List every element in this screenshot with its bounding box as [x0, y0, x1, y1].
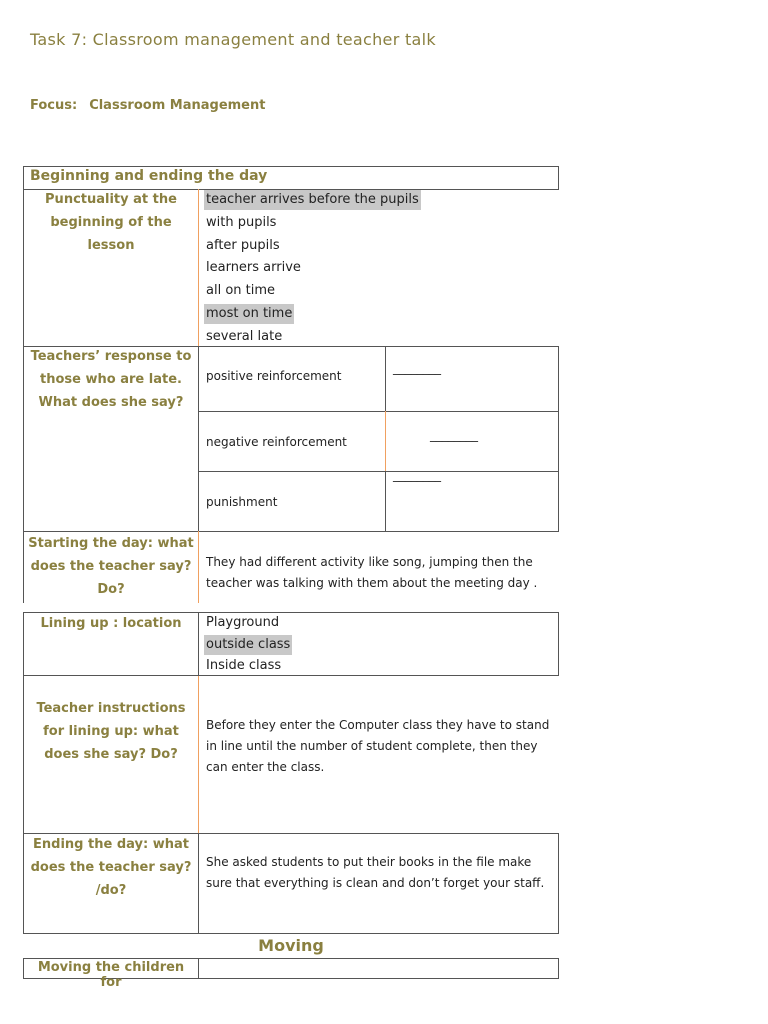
- option-item: all on time: [206, 283, 276, 299]
- option-item: learners arrive: [206, 260, 301, 276]
- ending-label: Ending the day: what does the teacher say? /do?: [30, 837, 192, 898]
- focus-label: Focus:: [30, 98, 78, 113]
- instructions-left-border: [23, 676, 24, 834]
- response-punishment: punishment: [206, 495, 278, 509]
- response-row-line-1: [198, 411, 559, 412]
- response-col-line-1: [385, 346, 386, 412]
- option-item: most on time: [204, 304, 294, 324]
- response-blank-punishment: ________: [393, 468, 441, 482]
- focus-value: Classroom Management: [89, 98, 266, 113]
- instructions-divider: [198, 676, 199, 834]
- location-divider: [198, 612, 199, 676]
- moving-heading: Moving: [258, 936, 324, 955]
- starting-divider: [198, 531, 199, 603]
- page-title: Task 7: Classroom management and teacher talk: [30, 30, 436, 49]
- option-item: Playground: [206, 615, 280, 630]
- response-col-line-3: [385, 471, 386, 532]
- punctuality-label: Punctuality at the beginning of the lesson: [45, 192, 177, 253]
- response-blank-positive: ________: [393, 361, 441, 375]
- option-item: with pupils: [206, 214, 277, 230]
- ending-divider: [198, 833, 199, 934]
- option-item: Inside class: [206, 658, 282, 673]
- punctuality-divider: [198, 189, 199, 347]
- instructions-label: Teacher instructions for lining up: what does she say? Do?: [36, 701, 186, 762]
- option-item: after pupils: [206, 237, 280, 253]
- instructions-answer: Before they enter the Computer class they have to stand in line until the number of student complete, then they can enter the class.: [206, 718, 550, 774]
- option-item: several late: [206, 328, 283, 344]
- option-item: outside class: [204, 635, 292, 655]
- ending-answer: She asked students to put their books in the file make sure that everything is clean and don’t forget your staff.: [206, 855, 545, 890]
- starting-label: Starting the day: what does the teacher say? Do?: [28, 536, 194, 597]
- starting-answer: They had different activity like song, jumping then the teacher was talking with them about the meeting day .: [206, 555, 538, 590]
- response-negative: negative reinforcement: [206, 435, 347, 449]
- response-col-line-2: [385, 411, 386, 472]
- response-divider: [198, 346, 199, 532]
- location-label: Lining up : location: [40, 616, 182, 631]
- response-label: Teachers’ response to those who are late. What does she say?: [30, 349, 192, 410]
- moving-divider: [198, 958, 199, 979]
- response-row-line-2: [198, 471, 559, 472]
- punctuality-left-border: [23, 189, 24, 347]
- focus-line: [30, 98, 265, 113]
- response-positive: positive reinforcement: [206, 369, 342, 383]
- option-item: teacher arrives before the pupils: [204, 190, 421, 210]
- starting-left-border: [23, 531, 24, 603]
- section-header: Beginning and ending the day: [30, 168, 268, 184]
- response-blank-negative: ________: [430, 428, 478, 442]
- moving-label: Moving the children for: [37, 960, 185, 990]
